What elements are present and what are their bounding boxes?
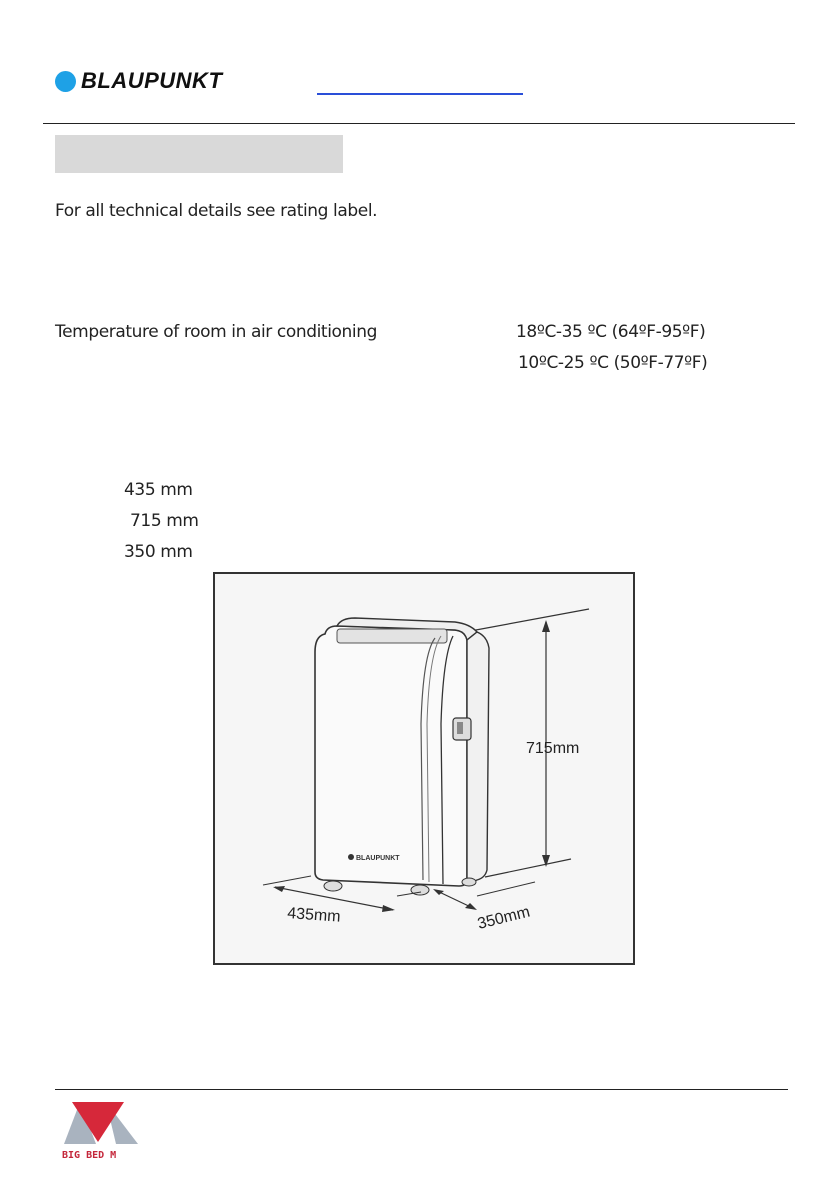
footer-logo-text: BIG BED M <box>62 1150 117 1161</box>
dimension-height: 715 mm <box>130 511 199 531</box>
dimension-depth: 350 mm <box>124 542 193 562</box>
figure-height-label: 715mm <box>526 740 580 757</box>
brand-logo-dot <box>55 71 76 92</box>
header-divider <box>43 123 795 124</box>
section-heading-box <box>55 135 343 173</box>
footer-logo-icon <box>58 1100 140 1162</box>
intro-text: For all technical details see rating label. <box>55 201 378 221</box>
header-link-underline[interactable] <box>317 93 523 95</box>
brand-logo-text: BLAUPUNKT <box>81 68 223 93</box>
dimension-width: 435 mm <box>124 480 193 500</box>
temperature-range-cooling: 18ºC-35 ºC (64ºF-95ºF) <box>516 322 706 342</box>
unit-dimension-figure <box>213 572 635 965</box>
figure-width-label: 435mm <box>286 905 342 926</box>
temperature-range-second: 10ºC-25 ºC (50ºF-77ºF) <box>518 353 708 373</box>
footer-logo <box>58 1100 140 1162</box>
unit-brand-label: BLAUPUNKT <box>356 855 400 862</box>
temperature-label: Temperature of room in air conditioning <box>55 322 377 342</box>
footer-divider <box>55 1089 788 1090</box>
unit-illustration <box>215 574 633 963</box>
figure-depth-label: 350mm <box>475 903 532 933</box>
